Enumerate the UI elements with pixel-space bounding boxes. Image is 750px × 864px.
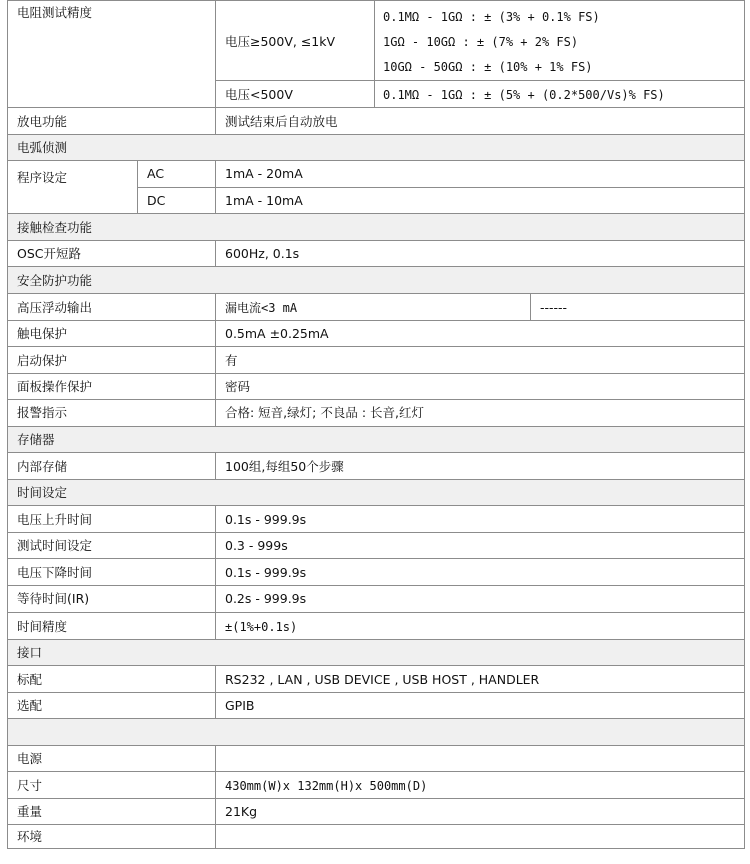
ac-value-cell xyxy=(215,160,745,187)
low-voltage-label: 电压<500V xyxy=(225,87,293,102)
program-label: 程序设定 xyxy=(17,170,68,185)
size-value-cell xyxy=(215,771,745,798)
shock-value-cell xyxy=(215,320,745,346)
ac-label: AC xyxy=(147,166,165,181)
ac-label-cell xyxy=(137,160,215,187)
wait-label: 等待时间(IR) xyxy=(17,591,90,606)
power-label: 电源 xyxy=(17,751,43,766)
interface-section-title: 接口 xyxy=(17,645,43,660)
high-range-2: 1GΩ - 10GΩ : ± (7% + 2% FS) xyxy=(383,35,579,49)
high-voltage-cell xyxy=(215,0,374,80)
internal-label-cell xyxy=(7,452,215,479)
floating-value: 漏电流<3 mA xyxy=(225,301,298,315)
shock-label: 触电保护 xyxy=(17,326,68,341)
table-right-border xyxy=(744,0,745,849)
alarm-value-cell xyxy=(215,399,745,426)
panel-label-cell xyxy=(7,373,215,399)
resistance-label-cell xyxy=(7,0,215,107)
discharge-label: 放电功能 xyxy=(17,114,68,129)
wait-value-cell xyxy=(215,585,745,612)
power-value-cell xyxy=(215,745,745,771)
timing-section-header xyxy=(7,479,745,505)
low-range-cell xyxy=(374,80,745,107)
dc-label-cell xyxy=(137,187,215,213)
discharge-value: 测试结束后自动放电 xyxy=(225,114,338,129)
accuracy-label-cell xyxy=(7,612,215,639)
contact-section-header xyxy=(7,213,745,240)
test-value-cell xyxy=(215,532,745,558)
env-value-cell xyxy=(215,824,745,849)
fall-value-cell xyxy=(215,558,745,585)
shock-value: 0.5mA ±0.25mA xyxy=(225,326,329,341)
high-range-3: 10GΩ - 50GΩ : ± (10% + 1% FS) xyxy=(383,60,593,74)
safety-section-title: 安全防护功能 xyxy=(17,273,93,288)
interface-section-header xyxy=(7,639,745,665)
discharge-label-cell xyxy=(7,107,215,134)
env-label: 环境 xyxy=(17,829,43,844)
high-voltage-label: 电压≥500V, ≤1kV xyxy=(225,34,336,49)
arc-section-title: 电弧侦测 xyxy=(17,140,68,155)
panel-label: 面板操作保护 xyxy=(17,379,93,394)
ac-value: 1mA - 20mA xyxy=(225,166,303,181)
fall-label: 电压下降时间 xyxy=(17,565,93,580)
weight-label-cell xyxy=(7,798,215,824)
optional-label: 选配 xyxy=(17,698,43,713)
fall-value: 0.1s - 999.9s xyxy=(225,565,307,580)
internal-value: 100组,每组50个步骤 xyxy=(225,459,344,474)
standard-label-cell xyxy=(7,665,215,692)
accuracy-value: ±(1%+0.1s) xyxy=(225,620,298,634)
standard-value-cell xyxy=(215,665,745,692)
fall-label-cell xyxy=(7,558,215,585)
table-bottom-border xyxy=(7,848,745,849)
safety-section-header xyxy=(7,266,745,293)
weight-value-cell xyxy=(215,798,745,824)
panel-value-cell xyxy=(215,373,745,399)
alarm-label-cell xyxy=(7,399,215,426)
rise-label: 电压上升时间 xyxy=(17,512,93,527)
shock-label-cell xyxy=(7,320,215,346)
size-value: 430mm(W)x 132mm(H)x 500mm(D) xyxy=(225,779,428,793)
wait-label-cell xyxy=(7,585,215,612)
program-label-cell xyxy=(7,160,137,213)
test-label: 测试时间设定 xyxy=(17,538,93,553)
dc-label: DC xyxy=(147,193,166,208)
start-value-cell xyxy=(215,346,745,373)
osc-value-cell xyxy=(215,240,745,266)
dc-value: 1mA - 10mA xyxy=(225,193,303,208)
alarm-value: 合格: 短音,绿灯; 不良品 : 长音,红灯 xyxy=(225,405,424,420)
dc-value-cell xyxy=(215,187,745,213)
floating-value-cell xyxy=(215,293,530,320)
high-ranges-cell xyxy=(374,0,745,80)
floating-label: 高压浮动输出 xyxy=(17,300,93,315)
alarm-label: 报警指示 xyxy=(17,405,68,420)
size-label-cell xyxy=(7,771,215,798)
storage-section-header xyxy=(7,426,745,452)
timing-section-title: 时间设定 xyxy=(17,485,68,500)
optional-label-cell xyxy=(7,692,215,718)
low-voltage-cell xyxy=(215,80,374,107)
standard-label: 标配 xyxy=(17,672,43,687)
power-label-cell xyxy=(7,745,215,771)
test-value: 0.3 - 999s xyxy=(225,538,288,553)
rise-value-cell xyxy=(215,505,745,532)
high-range-1: 0.1MΩ - 1GΩ : ± (3% + 0.1% FS) xyxy=(383,10,600,24)
env-label-cell xyxy=(7,824,215,849)
wait-value: 0.2s - 999.9s xyxy=(225,591,307,606)
osc-label: OSC开短路 xyxy=(17,246,82,261)
accuracy-label: 时间精度 xyxy=(17,619,68,634)
internal-value-cell xyxy=(215,452,745,479)
floating-label-cell xyxy=(7,293,215,320)
contact-section-title: 接触检查功能 xyxy=(17,220,93,235)
resistance-label: 电阻测试精度 xyxy=(17,5,93,20)
rise-value: 0.1s - 999.9s xyxy=(225,512,307,527)
standard-value: RS232 , LAN , USB DEVICE , USB HOST , HANDLER xyxy=(225,672,540,687)
osc-label-cell xyxy=(7,240,215,266)
floating-extra-cell xyxy=(530,293,745,320)
weight-label: 重量 xyxy=(17,804,43,819)
test-label-cell xyxy=(7,532,215,558)
accuracy-value-cell xyxy=(215,612,745,639)
discharge-value-cell xyxy=(215,107,745,134)
rise-label-cell xyxy=(7,505,215,532)
start-label: 启动保护 xyxy=(17,353,68,368)
optional-value: GPIB xyxy=(225,698,255,713)
arc-section-header xyxy=(7,134,745,160)
osc-value: 600Hz, 0.1s xyxy=(225,246,300,261)
size-label: 尺寸 xyxy=(17,778,43,793)
weight-value: 21Kg xyxy=(225,804,258,819)
storage-section-title: 存储器 xyxy=(17,432,55,447)
internal-label: 内部存储 xyxy=(17,459,68,474)
floating-extra: ------ xyxy=(540,300,568,315)
blank-section-header xyxy=(7,718,745,745)
start-value: 有 xyxy=(225,353,238,368)
low-range: 0.1MΩ - 1GΩ : ± (5% + (0.2*500/Vs)% FS) xyxy=(383,88,665,102)
optional-value-cell xyxy=(215,692,745,718)
start-label-cell xyxy=(7,346,215,373)
panel-value: 密码 xyxy=(225,379,251,394)
